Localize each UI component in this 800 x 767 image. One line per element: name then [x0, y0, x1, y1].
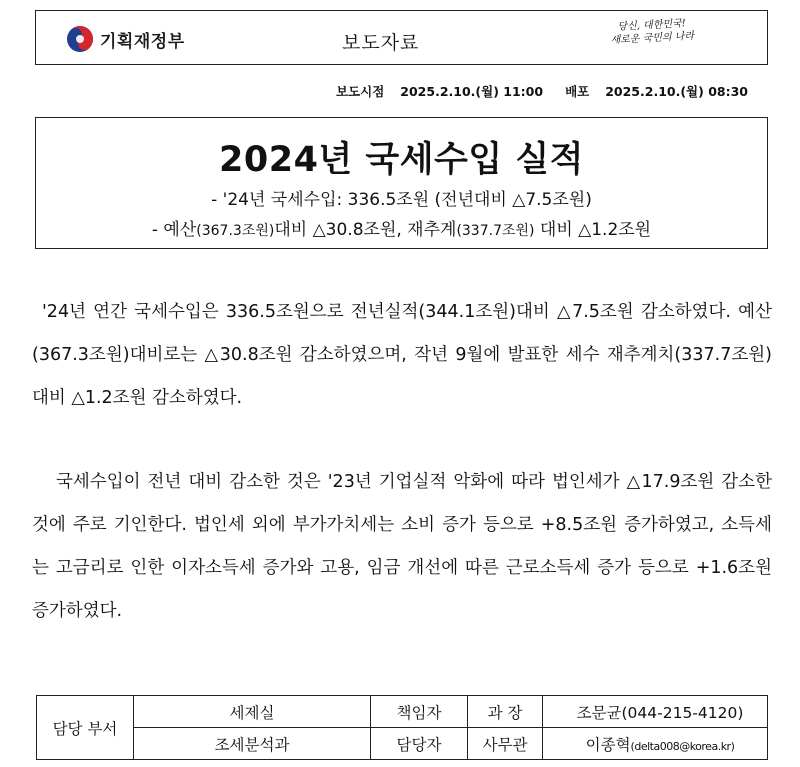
embargo-label: 보도시점: [335, 84, 385, 99]
headline-box: [35, 117, 768, 249]
summary-budget: (367.3조원): [196, 223, 275, 239]
slogan-line1: 당신, 대한민국!: [617, 18, 687, 33]
office-name: 세제실: [134, 696, 371, 728]
distribution-value: 2025.2.10.(월) 08:30: [605, 84, 748, 99]
summary-reestimate: (337.7조원): [456, 223, 535, 239]
slogan-line2: 새로운 국민의 나라: [610, 30, 695, 47]
dept-label: 담당 부서: [37, 696, 134, 760]
body-paragraph-1: '24년 연간 국세수입은 336.5조원으로 전년실적(344.1조원)대비 △7.5조원 감소하였다. 예산(367.3조원)대비로는 △30.8조원 감소하였으며, 작년 9월에 발표한 세수 재추계치(337.7조원) 대비 △1.2조원 감소하였다.: [32, 302, 772, 408]
contact-table: [36, 695, 768, 760]
summary-text: 대비 △30.8조원, 재추계: [274, 220, 457, 240]
release-meta: [336, 82, 748, 100]
manager-name: 이종혁: [585, 735, 631, 754]
responsible-label: 책임자: [371, 696, 468, 728]
taegeuk-logo-icon: [66, 25, 94, 53]
embargo-value: 2025.2.10.(월) 11:00: [400, 84, 544, 99]
manager-title: 사무관: [468, 728, 543, 760]
division-name: 조세분석과: [134, 728, 371, 760]
manager-label: 담당자: [371, 728, 468, 760]
distribution-label: 배포: [565, 84, 590, 99]
summary-text: 대비 △1.2조원: [534, 220, 652, 240]
summary-text: - 예산: [151, 220, 197, 240]
summary-line2: [36, 215, 767, 246]
summary-line1: - '24년 국세수입: 336.5조원 (전년대비 △7.5조원): [211, 190, 592, 210]
manager-contact: [543, 728, 768, 760]
header-box: [35, 10, 768, 65]
page-title: 2024년 국세수입 실적: [219, 140, 584, 180]
manager-email[interactable]: (delta008@korea.kr): [630, 739, 735, 753]
body-paragraph-2: 국세수입이 전년 대비 감소한 것은 '23년 기업실적 악화에 따라 법인세가 △17.9조원 감소한 것에 주로 기인한다. 법인세 외에 부가가치세는 소비 증가 등으로 +8.5조원 증가하였고, 소득세는 고금리로 인한 이자소득세 증가와 고용, 임금 개선에 따른 근로소득세 증가 등으로 +1.6조원 증가하였다.: [32, 472, 772, 621]
responsible-person: 조문균(044-215-4120): [543, 696, 768, 728]
responsible-title: 과 장: [468, 696, 543, 728]
slogan: [591, 16, 712, 48]
release-type: 보도자료: [342, 32, 420, 54]
ministry-name: 기획재정부: [100, 31, 185, 52]
ministry-logo: [66, 25, 185, 53]
